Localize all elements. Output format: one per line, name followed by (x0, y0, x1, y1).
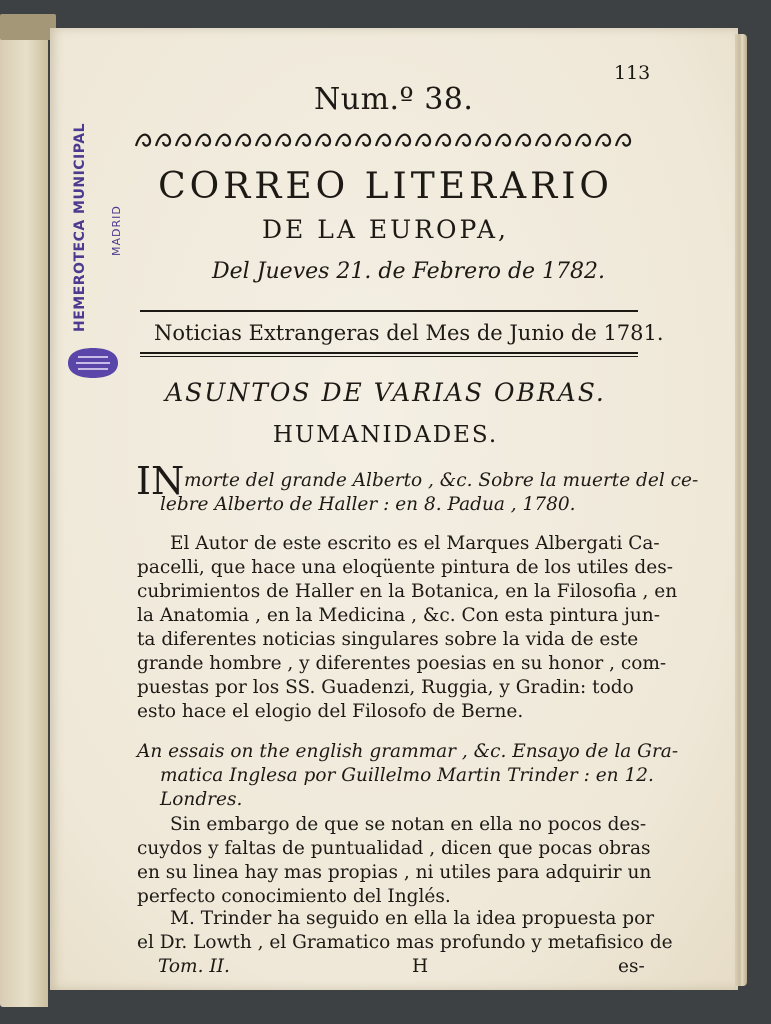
ornament-scroll (216, 135, 230, 146)
paragraph-line: puestas por los SS. Guadenzi, Ruggia, y Gradin: todo (137, 677, 634, 698)
ornament-scroll (316, 135, 330, 146)
entry-title-line: Londres. (160, 789, 243, 810)
ornament-scroll (196, 135, 210, 146)
entry-title-line: matica Inglesa por Guillelmo Martin Trinder : en 12. (160, 765, 654, 786)
stamp-seal-icon (64, 346, 122, 380)
ornament-scroll (176, 135, 190, 146)
stamp-text-line1: HEMEROTECA MUNICIPAL (72, 123, 88, 332)
section-notice: Noticias Extrangeras del Mes de Junio de 1781. (154, 321, 664, 345)
ornamental-border-icon (132, 128, 640, 154)
ornament-scroll (416, 135, 430, 146)
footer-tome: Tom. II. (158, 956, 230, 977)
paragraph-line: perfecto conocimiento del Inglés. (137, 886, 451, 907)
paragraph-line: pacelli, que hace una eloqüente pintura de los utiles des- (137, 557, 673, 578)
ornament-scroll (536, 135, 550, 146)
entry-title-line: An essais on the english grammar , &c. Ensayo de la Gra- (137, 741, 679, 762)
entry-title-line: lebre Alberto de Haller : en 8. Padua , 1780. (160, 494, 576, 515)
divider-rule (140, 352, 638, 354)
ornament-scroll (396, 135, 410, 146)
ornament-scroll (576, 135, 590, 146)
footer-signature: H (412, 956, 429, 977)
issue-date: Del Jueves 21. de Febrero de 1782. (212, 259, 606, 284)
paragraph-line: grande hombre , y diferentes poesias en su honor , com- (137, 653, 667, 674)
ornament-scroll (376, 135, 390, 146)
ornament-scroll (436, 135, 450, 146)
drop-capital: IN (136, 459, 185, 503)
paragraph-line: El Autor de este escrito es el Marques Albergati Ca- (170, 533, 660, 554)
ornament-scroll (336, 135, 350, 146)
section-heading: ASUNTOS DE VARIAS OBRAS. (165, 378, 606, 407)
footer-catchword: es- (618, 956, 645, 977)
ornament-scroll (236, 135, 250, 146)
entry-title-line: morte del grande Alberto , &c. Sobre la muerte del ce- (184, 470, 699, 491)
ornament-scroll (516, 135, 530, 146)
ornament-scroll (456, 135, 470, 146)
ornament-scroll (596, 135, 610, 146)
ornament-scroll (476, 135, 490, 146)
paragraph-line: Sin embargo de que se notan en ella no pocos des- (170, 814, 647, 835)
paragraph-line: en su linea hay mas propias , ni utiles para adquirir un (137, 862, 652, 883)
ornament-scroll (496, 135, 510, 146)
divider-rule (140, 310, 638, 312)
paragraph-line: la Anatomia , en la Medicina , &c. Con esta pintura jun- (137, 605, 660, 626)
paragraph-line: cuydos y faltas de puntualidad , dicen que pocas obras (137, 838, 651, 859)
newspaper-title: CORREO LITERARIO (158, 166, 613, 207)
ornament-scroll (616, 135, 630, 146)
paragraph-line: cubrimientos de Haller en la Botanica, en la Filosofia , en (137, 581, 678, 602)
stamp-text-line2: MADRID (110, 205, 123, 256)
ornament-scroll (356, 135, 370, 146)
paragraph-line: M. Trinder ha seguido en ella la idea propuesta por (170, 908, 655, 929)
ornament-scroll (156, 135, 170, 146)
newspaper-subtitle: DE LA EUROPA, (261, 215, 509, 244)
category-heading: HUMANIDADES. (272, 422, 499, 448)
page-number: 113 (614, 62, 651, 84)
ornament-scroll (296, 135, 310, 146)
ornament-scroll (556, 135, 570, 146)
divider-rule (140, 356, 638, 357)
ornament-scroll (136, 135, 150, 146)
issue-number: Num.º 38. (314, 82, 474, 117)
paragraph-line: esto hace el elogio del Filosofo de Berne. (137, 701, 524, 722)
paragraph-line: el Dr. Lowth , el Gramatico mas profundo y metafisico de (137, 932, 673, 953)
ornament-scroll (256, 135, 270, 146)
binding-tab (0, 14, 56, 40)
paragraph-line: ta diferentes noticias singulares sobre la vida de este (137, 629, 639, 650)
ornament-scroll (276, 135, 290, 146)
